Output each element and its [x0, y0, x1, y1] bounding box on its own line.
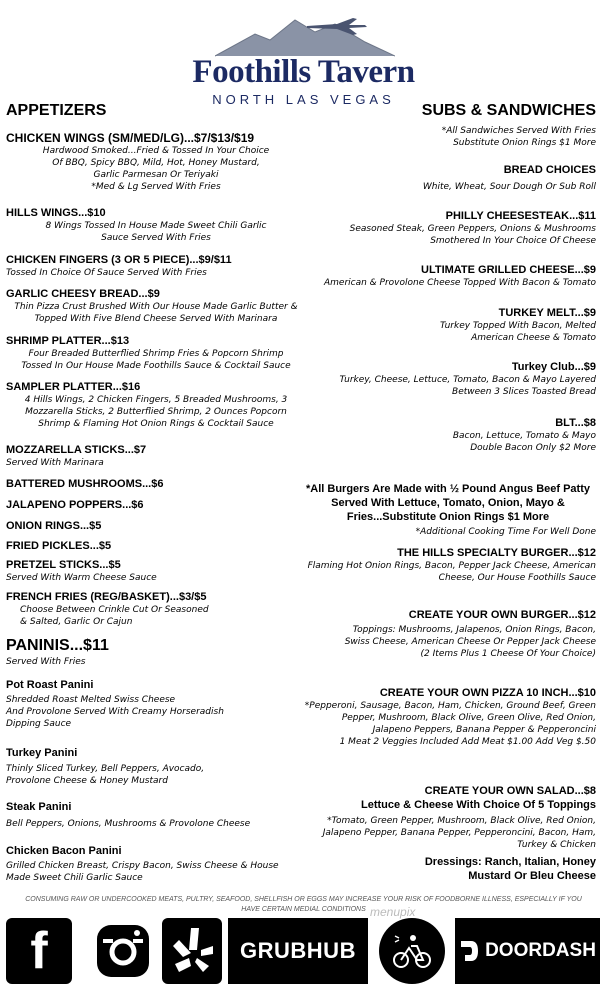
disclaimer-line: HAVE CERTAIN MEDIAL CONDITIONS — [241, 906, 366, 913]
item-desc: Of BBQ, Spicy BBQ, Mild, Hot, Honey Mustard, — [52, 158, 260, 168]
item-desc: Shredded Roast Melted Swiss Cheese — [6, 695, 176, 705]
postmates-icon[interactable] — [379, 918, 445, 984]
grubhub-label: GRUBHUB — [240, 938, 356, 963]
subs-note — [300, 125, 596, 149]
yelp-glyph — [169, 926, 215, 976]
watermark: menupix — [370, 905, 416, 919]
item-desc: Flaming Hot Onion Rings, Bacon, Pepper Jack Cheese, American — [307, 561, 596, 571]
item-desc: Cheese, Our House Foothills Sauce — [438, 573, 596, 583]
item-name: FRENCH FRIES (REG/BASKET)...$3/$5 — [6, 591, 207, 603]
menu-item — [6, 746, 306, 787]
item-name: Turkey Panini — [6, 747, 78, 759]
menu-item — [300, 163, 596, 193]
intro-note: *Additional Cooking Time For Well Done — [415, 527, 596, 537]
item-name: CREATE YOUR OWN PIZZA 10 INCH...$10 — [379, 687, 596, 699]
menu-item — [6, 558, 306, 584]
menu-item — [6, 131, 306, 193]
item-name: JALAPENO POPPERS...$6 — [6, 499, 144, 511]
item-desc: Turkey Topped With Bacon, Melted — [439, 321, 596, 331]
item-name: SAMPLER PLATTER...$16 — [6, 381, 141, 393]
item-desc: Served With Marinara — [6, 458, 104, 468]
item-name: ONION RINGS...$5 — [6, 520, 102, 532]
item-name: PRETZEL STICKS...$5 — [6, 559, 121, 571]
menu-item — [300, 416, 596, 454]
burgers-intro — [300, 482, 596, 538]
appetizers-title: APPETIZERS — [6, 102, 107, 119]
item-desc: Jalapeno Peppers, Banana Pepper & Pepperoncini — [372, 725, 596, 735]
item-desc: Made Sweet Chili Garlic Sauce — [6, 873, 143, 883]
item-name: Steak Panini — [6, 801, 72, 813]
menu-item — [6, 443, 306, 469]
item-name: CHICKEN WINGS (SM/MED/LG)...$7/$13/$19 — [6, 131, 255, 145]
item-desc: *Med & Lg Served With Fries — [91, 182, 221, 192]
item-name: TURKEY MELT...$9 — [498, 307, 596, 319]
doordash-glyph — [459, 937, 479, 965]
item-desc: *Pepperoni, Sausage, Bacon, Ham, Chicken, Ground Beef, Green — [304, 701, 596, 711]
item-desc: Hardwood Smoked...Fried & Tossed In Your Choice — [42, 146, 270, 156]
item-desc: Tossed In Our House Made Foothills Sauce & Cocktail Sauce — [21, 361, 291, 371]
menu-item — [6, 334, 306, 372]
item-name: BREAD CHOICES — [503, 164, 596, 176]
intro-line: Served With Lettuce, Tomato, Onion, Mayo & — [331, 497, 565, 509]
item-desc: Seasoned Steak, Green Peppers, Onions & Mushrooms — [349, 224, 596, 234]
item-desc: 1 Meat 2 Veggies Included Add Meat $1.00 Add Veg $.50 — [339, 737, 596, 747]
item-name: MOZZARELLA STICKS...$7 — [6, 444, 147, 456]
menu-item — [6, 380, 306, 430]
intro-line: *All Burgers Are Made with ½ Pound Angus Beef Patty — [305, 483, 590, 495]
item-desc: (2 Items Plus 1 Cheese Of Your Choice) — [420, 649, 596, 659]
item-desc: Garlic Parmesan Or Teriyaki — [93, 170, 219, 180]
item-name: CHICKEN FINGERS (3 OR 5 PIECE)...$9/$11 — [6, 254, 232, 266]
facebook-glyph: f — [30, 922, 48, 980]
menu-item — [6, 253, 306, 279]
menu-item — [6, 519, 306, 533]
item-desc: Thinly Sliced Turkey, Bell Peppers, Avocado, — [6, 764, 205, 774]
item-name: Chicken Bacon Panini — [6, 845, 122, 857]
paninis-title: PANINIS...$11 — [6, 637, 109, 654]
item-desc: Provolone Cheese & Honey Mustard — [6, 776, 168, 786]
menu-item — [300, 784, 596, 883]
item-name: PHILLY CHEESESTEAK...$11 — [445, 210, 596, 222]
menu-item — [6, 206, 306, 244]
menu-item — [6, 678, 306, 730]
item-desc: Pepper, Mushroom, Black Olive, Green Olive, Red Onion, — [341, 713, 596, 723]
restaurant-name: Foothills Tavern — [192, 54, 415, 90]
instagram-icon[interactable] — [90, 918, 156, 984]
item-desc: Double Bacon Only $2 More — [470, 443, 596, 453]
instagram-glyph — [93, 921, 153, 981]
item-desc: And Provolone Served With Creamy Horseradish — [6, 707, 224, 717]
item-name: Turkey Club...$9 — [511, 361, 596, 373]
menu-header — [0, 0, 607, 110]
item-desc: Topped With Five Blend Cheese Served With Marinara — [34, 314, 278, 324]
menu-item — [300, 608, 596, 660]
item-name: BATTERED MUSHROOMS...$6 — [6, 478, 164, 490]
item-desc: Grilled Chicken Breast, Crispy Bacon, Swiss Cheese & House — [6, 861, 279, 871]
menu-item — [300, 686, 596, 748]
item-desc: Dipping Sauce — [6, 719, 72, 729]
menu-item — [6, 590, 306, 628]
item-desc: Toppings: Mushrooms, Jalapenos, Onion Rings, Bacon, — [352, 625, 596, 635]
item-desc: Bell Peppers, Onions, Mushrooms & Provolone Cheese — [6, 819, 251, 829]
menu-item — [6, 844, 306, 884]
menu-item — [300, 306, 596, 344]
yelp-icon[interactable] — [162, 918, 222, 984]
facebook-icon[interactable] — [6, 918, 72, 984]
item-desc: Thin Pizza Crust Brushed With Our House Made Garlic Butter & — [14, 302, 298, 312]
courier-bike-glyph — [387, 926, 437, 976]
mountain-logo-graphic — [215, 6, 395, 58]
item-desc: Bacon, Lettuce, Tomato & Mayo — [452, 431, 596, 441]
note-line: *All Sandwiches Served With Fries — [441, 126, 596, 136]
item-name: THE HILLS SPECIALTY BURGER...$12 — [397, 547, 596, 559]
item-name: FRIED PICKLES...$5 — [6, 540, 112, 552]
doordash-logo[interactable] — [455, 918, 600, 984]
item-desc: Turkey, Cheese, Lettuce, Tomato, Bacon & Mayo Layered — [339, 375, 596, 385]
item-desc: American Cheese & Tomato — [471, 333, 596, 343]
social-delivery-logos — [0, 918, 607, 988]
menu-item — [300, 360, 596, 398]
item-desc: 8 Wings Tossed In House Made Sweet Chili Garlic — [45, 221, 267, 231]
item-desc: Swiss Cheese, American Cheese Or Pepper Jack Cheese — [344, 637, 596, 647]
intro-line: Fries...Substitute Onion Rings $1 More — [346, 511, 550, 523]
item-desc: Tossed In Choice Of Sauce Served With Fries — [6, 268, 207, 278]
item-desc: American & Provolone Cheese Topped With Bacon & Tomato — [323, 278, 596, 288]
item-name: CREATE YOUR OWN BURGER...$12 — [408, 609, 596, 621]
paninis-note: Served With Fries — [6, 657, 86, 667]
item-desc: Between 3 Slices Toasted Bread — [452, 387, 596, 397]
menu-item — [300, 209, 596, 247]
item-name: ULTIMATE GRILLED CHEESE...$9 — [421, 264, 596, 276]
menu-item — [6, 287, 306, 325]
item-desc: Sauce Served With Fries — [101, 233, 211, 243]
item-name: BLT...$8 — [555, 417, 596, 429]
item-desc: Four Breaded Butterflied Shrimp Fries & Popcorn Shrimp — [28, 349, 284, 359]
item-desc: Mozzarella Sticks, 2 Butterflied Shrimp, 2 Ounces Popcorn — [25, 407, 287, 417]
menu-item — [6, 477, 306, 491]
restaurant-location: NORTH LAS VEGAS — [212, 92, 395, 107]
dressings-line: Dressings: Ranch, Italian, Honey — [424, 856, 596, 868]
item-desc: *Tomato, Green Pepper, Mushroom, Black Olive, Red Onion, — [327, 816, 596, 826]
item-name: HILLS WINGS...$10 — [6, 207, 106, 219]
item-desc: Served With Warm Cheese Sauce — [6, 573, 157, 583]
menu-item — [6, 800, 306, 830]
menu-item — [300, 546, 596, 584]
disclaimer-line: CONSUMING RAW OR UNDERCOOKED MEATS, PULTRY, SEAFOOD, SHELLFISH OR EGGS MAY INCREASE YOUR RISK OF FOODBORNE ILLNESS, ESPECIALLY IF YOU — [25, 896, 582, 903]
menu-item — [6, 539, 306, 553]
subs-title: SUBS & SANDWICHES — [421, 102, 596, 119]
item-desc: & Salted, Garlic Or Cajun — [20, 617, 133, 627]
menu-item — [300, 263, 596, 289]
item-desc: 4 Hills Wings, 2 Chicken Fingers, 5 Breaded Mushrooms, 3 — [24, 395, 288, 405]
item-name: GARLIC CHEESY BREAD...$9 — [6, 288, 160, 300]
note-line: Substitute Onion Rings $1 More — [453, 138, 596, 148]
item-desc: Turkey & Chicken — [517, 840, 596, 850]
item-desc: Choose Between Crinkle Cut Or Seasoned — [20, 605, 209, 615]
item-name: CREATE YOUR OWN SALAD...$8 — [424, 785, 596, 797]
dressings-line: Mustard Or Bleu Cheese — [468, 870, 596, 882]
food-safety-disclaimer — [6, 895, 601, 915]
item-desc: White, Wheat, Sour Dough Or Sub Roll — [422, 182, 596, 192]
doordash-label: DOORDASH — [485, 940, 596, 961]
item-name: Pot Roast Panini — [6, 679, 94, 691]
item-desc: Jalapeno Pepper, Banana Pepper, Pepperoncini, Bacon, Ham, — [322, 828, 596, 838]
item-name: SHRIMP PLATTER...$13 — [6, 335, 130, 347]
item-name: Lettuce & Cheese With Choice Of 5 Toppings — [361, 799, 596, 811]
item-desc: Shrimp & Flaming Hot Onion Rings & Cocktail Sauce — [38, 419, 274, 429]
item-desc: Smothered In Your Choice Of Cheese — [430, 236, 596, 246]
menu-item — [6, 498, 306, 512]
grubhub-logo[interactable] — [228, 918, 368, 984]
